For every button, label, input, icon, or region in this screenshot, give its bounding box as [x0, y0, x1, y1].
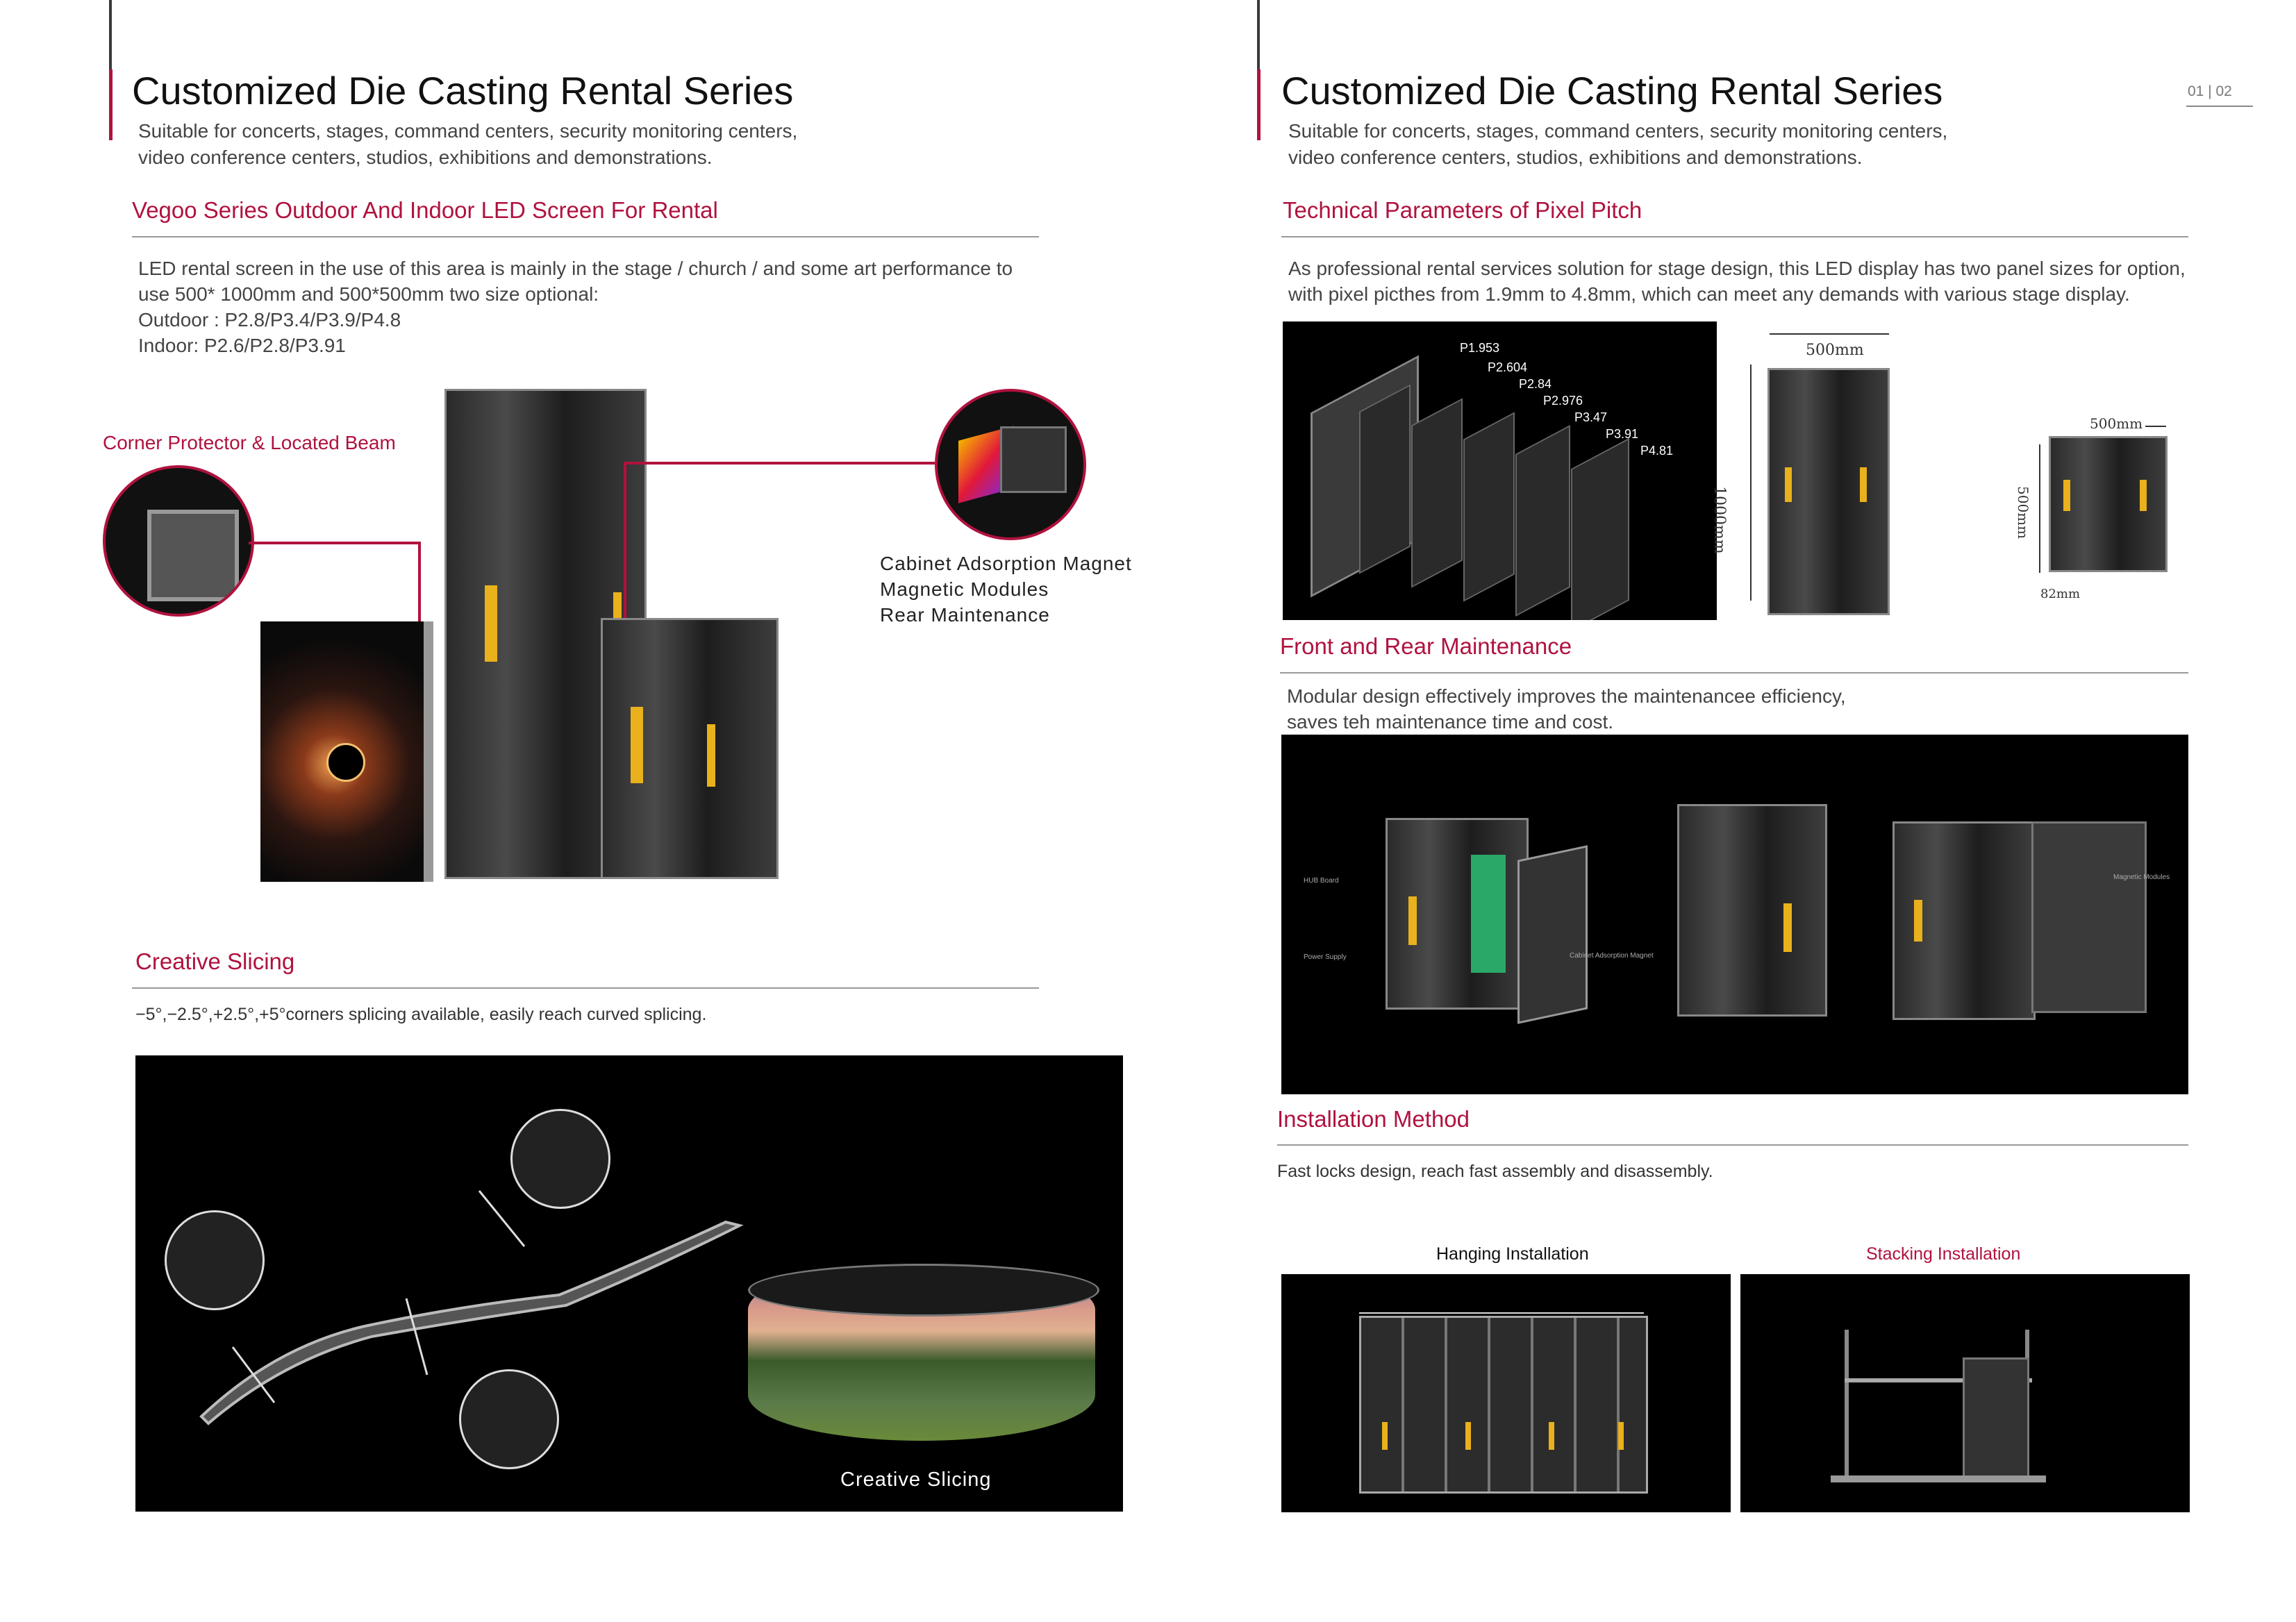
cabinet-rear-hub [1386, 818, 1529, 1010]
stacking-installation-image [1740, 1274, 2190, 1512]
pitch-label: P2.604 [1488, 360, 1528, 374]
magnet-detail-image [935, 389, 1086, 540]
power-supply-image [1517, 845, 1588, 1023]
pitch-label: P4.81 [1640, 444, 1674, 458]
dim-label-width-large: 500mm [1806, 342, 1864, 359]
dim-label-depth: 82mm [2040, 587, 2081, 601]
label-hub-board: HUB Board [1304, 877, 1339, 885]
section-heading-maintenance: Front and Rear Maintenance [1280, 633, 1572, 659]
callout-line-left [249, 542, 419, 544]
page-divider-right [1257, 0, 1260, 69]
callout-line-left-v [418, 542, 421, 625]
pitch-label: P3.47 [1574, 410, 1608, 424]
section-rule [1280, 672, 2188, 674]
title-accent-left [109, 69, 113, 140]
stacking-installation-label: Stacking Installation [1866, 1244, 2021, 1264]
section-heading-creative-slicing: Creative Slicing [135, 948, 295, 974]
section-heading-installation: Installation Method [1277, 1106, 1470, 1132]
dim-label-width-small: 500mm [2087, 415, 2145, 432]
cabinet-modules-rear [1892, 821, 2036, 1020]
pitch-label: P3.91 [1606, 427, 1639, 441]
page-divider-left [109, 0, 112, 69]
callout-magnet-list: Cabinet Adsorption Magnet Magnetic Modules Rear Maintenance [880, 553, 1132, 626]
creative-slicing-image [135, 1055, 1123, 1512]
small-cabinet-image [601, 618, 779, 879]
section-rule [132, 236, 1039, 237]
section-rule [1281, 236, 2188, 237]
maintenance-image [1281, 735, 2188, 1094]
dim-label-height-large: 1000mm [1711, 486, 1728, 554]
hanging-wall [1359, 1316, 1648, 1494]
curved-screen-top [748, 1264, 1099, 1316]
page-number-rule [2186, 106, 2253, 107]
section-body-creative-slicing: −5°,−2.5°,+2.5°,+5°corners splicing available, easily reach curved splicing. [135, 1005, 707, 1024]
small-cabinet-dimension-image [2049, 436, 2168, 572]
callout-line-right-v [624, 462, 626, 618]
section-body-pixel-pitch: As professional rental services solution for stage design, this LED display has two panel sizes for option, with pixel picthes from 1.9mm to 4.8mm, which can meet any demands with various stage display. [1288, 258, 2186, 305]
section-body-maintenance: Modular design effectively improves the maintenancee efficiency, saves teh maintenance time and cost. [1287, 685, 1846, 733]
title-accent-right [1257, 69, 1261, 140]
page-subtitle-right: Suitable for concerts, stages, command centers, security monitoring centers, video conference centers, studios, exhibitions and demonstrations. [1288, 120, 1948, 168]
section-body-vegoo: LED rental screen in the use of this area is mainly in the stage / church / and some art performance to use 500* 1000mm and 500*500mm two size optional: Outdoor : P2.8/P3.4/P3.9/P4.8 Indoor: P2.6/P2.8/P3.91 [138, 258, 1013, 356]
label-power-supply: Power Supply [1304, 953, 1347, 961]
dim-line-width-large [1770, 333, 1889, 335]
hanging-installation-label: Hanging Installation [1436, 1244, 1589, 1264]
label-cabinet-magnet: Cabinet Adsorption Magnet [1570, 952, 1654, 960]
section-rule [132, 987, 1039, 989]
section-body-installation: Fast locks design, reach fast assembly and disassembly. [1277, 1162, 1713, 1181]
page-title-right: Customized Die Casting Rental Series [1281, 69, 1943, 112]
cabinet-magnet [1677, 804, 1827, 1017]
callout-corner-protector: Corner Protector & Located Beam [103, 432, 396, 453]
creative-slicing-caption: Creative Slicing [840, 1469, 992, 1491]
page-title-left: Customized Die Casting Rental Series [132, 69, 794, 112]
dim-line-height-large [1750, 365, 1752, 601]
pitch-label: P2.976 [1543, 394, 1583, 408]
led-panel-front-image [260, 621, 433, 882]
pitch-label: P1.953 [1460, 341, 1500, 355]
pixel-pitch-image [1283, 321, 1717, 620]
splice-detail-3 [459, 1369, 559, 1469]
page-number: 01 | 02 [2188, 83, 2232, 99]
section-heading-pixel-pitch: Technical Parameters of Pixel Pitch [1283, 197, 1642, 223]
hanging-installation-image [1281, 1274, 1731, 1512]
callout-line-right [624, 462, 935, 465]
section-heading-vegoo: Vegoo Series Outdoor And Indoor LED Screen For Rental [132, 197, 718, 223]
label-magnetic-modules: Magnetic Modules [2113, 873, 2170, 881]
dim-label-height-small: 500mm [2015, 486, 2031, 540]
pitch-label: P2.84 [1519, 377, 1552, 391]
splice-detail-2 [510, 1109, 610, 1209]
dim-line-height-small [2039, 444, 2040, 573]
page-subtitle-left: Suitable for concerts, stages, command centers, security monitoring centers, video conference centers, studios, exhibitions and demonstrations. [138, 120, 798, 168]
magnetic-module-image [2031, 821, 2147, 1013]
section-rule [1277, 1144, 2188, 1146]
large-cabinet-dimension-image [1767, 368, 1890, 615]
corner-detail-image [103, 465, 254, 617]
splice-detail-1 [165, 1210, 265, 1310]
